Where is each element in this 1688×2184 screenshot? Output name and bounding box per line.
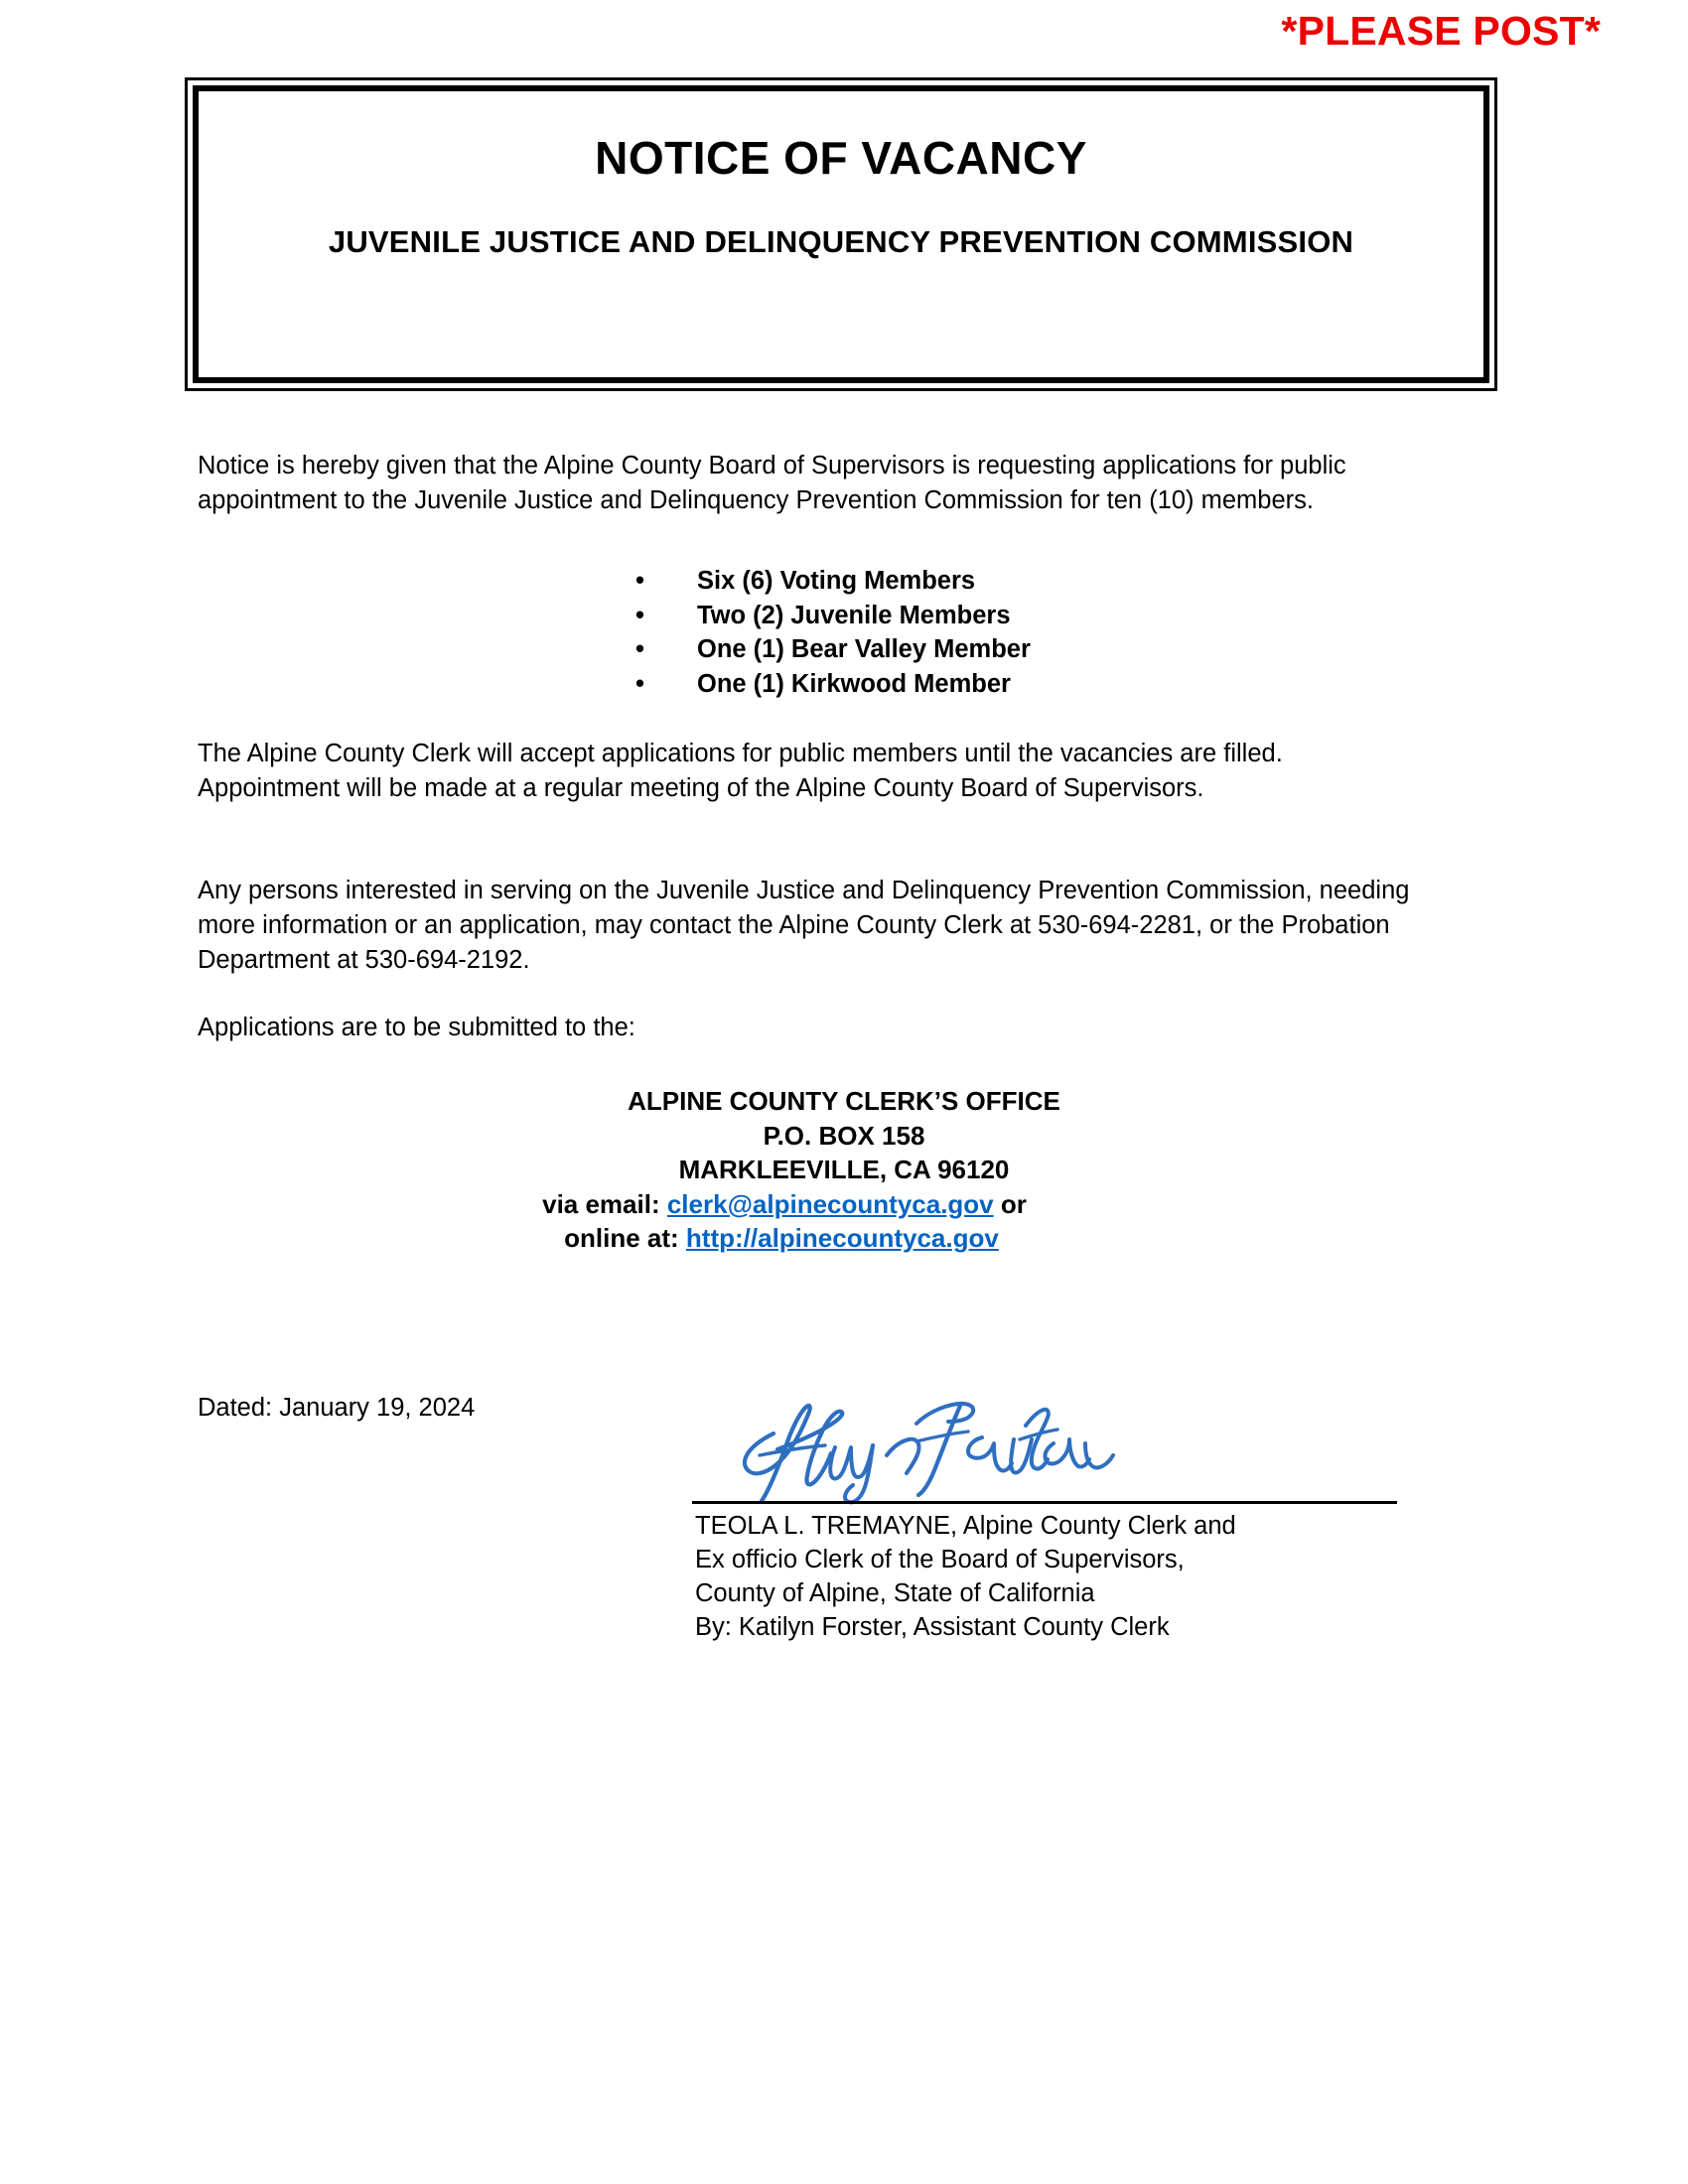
list-item xyxy=(635,599,1031,633)
page-subtitle: JUVENILE JUSTICE AND DELINQUENCY PREVENTION COMMISSION xyxy=(328,224,1354,259)
address-online-line xyxy=(0,1221,1688,1256)
list-item xyxy=(635,564,1031,599)
list-item-label: One (1) Kirkwood Member xyxy=(697,670,1011,699)
signatory-role-line: Ex officio Clerk of the Board of Supervisors, xyxy=(695,1546,1185,1574)
online-label: online at: xyxy=(564,1223,686,1254)
page-title: NOTICE OF VACANCY xyxy=(595,132,1087,184)
signatory-name-title: TEOLA L. TREMAYNE, Alpine County Clerk and xyxy=(695,1512,1236,1540)
title-box-inner-border xyxy=(193,85,1489,383)
paragraph-contact: Any persons interested in serving on the Juvenile Justice and Delinquency Prevention Commission, needing more information or an application, may contact the Alpine County Clerk at 530-694-2281, or the Probation Department at 530-694-2192. xyxy=(198,877,1410,975)
signatory-jurisdiction-line: County of Alpine, State of California xyxy=(695,1579,1095,1608)
email-label: via email: xyxy=(542,1188,667,1219)
dated-text: Dated: January 19, 2024 xyxy=(198,1394,476,1422)
address-po-box: P.O. BOX 158 xyxy=(763,1120,925,1151)
handwritten-signature-icon xyxy=(722,1390,1139,1507)
signature-block xyxy=(695,1509,1236,1645)
address-city-state-zip: MARKLEEVILLE, CA 96120 xyxy=(678,1155,1010,1185)
list-item xyxy=(635,667,1031,702)
list-item-label: One (1) Bear Valley Member xyxy=(697,635,1031,664)
please-post-banner: *PLEASE POST* xyxy=(1281,8,1601,54)
paragraph-intro: Notice is hereby given that the Alpine County Board of Supervisors is requesting applications for public appointment to the Juvenile Justice and Delinquency Prevention Commission for ten (10) members. xyxy=(198,452,1346,515)
list-item-label: Two (2) Juvenile Members xyxy=(697,601,1011,629)
list-item xyxy=(635,632,1031,667)
signature-rule xyxy=(692,1501,1397,1504)
bullet-icon: • xyxy=(635,635,644,664)
signature-area xyxy=(692,1390,1397,1507)
list-item-label: Six (6) Voting Members xyxy=(697,567,976,595)
paragraph-acceptance: The Alpine County Clerk will accept applications for public members until the vacancies are filled. Appointment will be made at a regular meeting of the Alpine County Board of Supervisors. xyxy=(198,740,1283,803)
bullet-icon: • xyxy=(635,601,644,629)
paragraph-submit-to: Applications are to be submitted to the: xyxy=(198,1014,635,1041)
title-box xyxy=(185,77,1497,391)
email-link[interactable]: clerk@alpinecountyca.gov xyxy=(666,1188,994,1219)
signatory-by-line: By: Katilyn Forster, Assistant County Clerk xyxy=(695,1613,1170,1642)
bullet-icon: • xyxy=(635,567,644,595)
bullet-icon: • xyxy=(635,670,644,699)
member-seats-list xyxy=(635,564,1031,702)
email-or-suffix: or xyxy=(993,1188,1027,1219)
address-block xyxy=(0,1084,1688,1256)
website-link[interactable]: http://alpinecountyca.gov xyxy=(685,1223,999,1254)
address-email-line xyxy=(0,1187,1688,1222)
address-office-name: ALPINE COUNTY CLERK’S OFFICE xyxy=(628,1086,1060,1116)
